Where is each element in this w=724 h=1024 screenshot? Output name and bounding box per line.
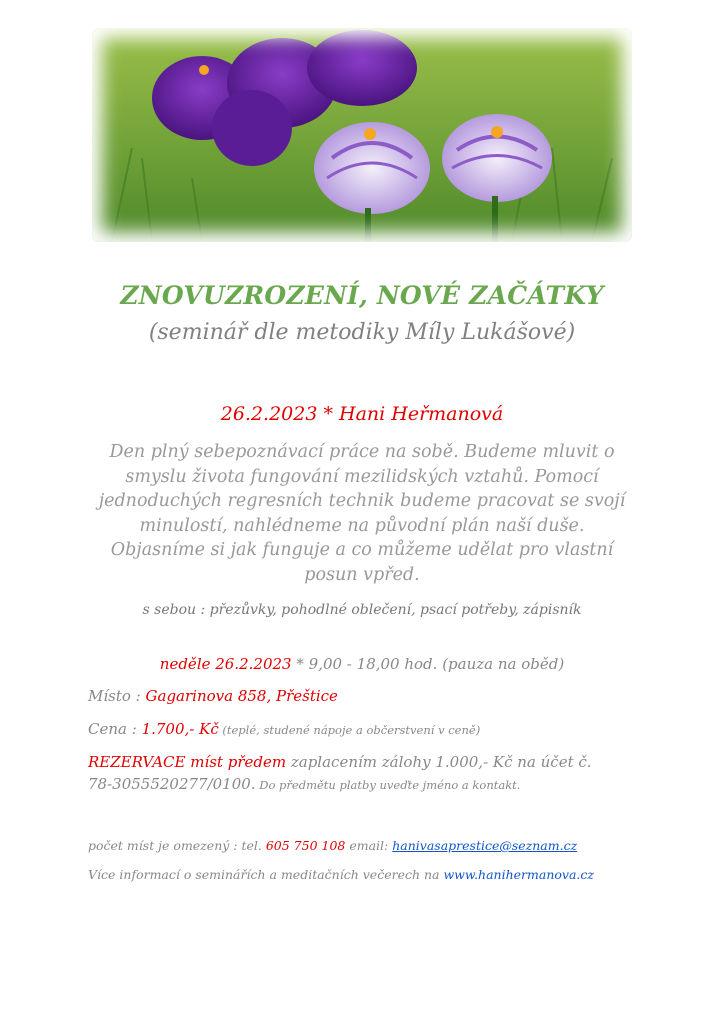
contact-line	[88, 838, 648, 853]
price-note: (teplé, studené nápoje a občerstvení v ceně)	[218, 723, 481, 737]
website-link[interactable]: www.hanihermanova.cz	[443, 867, 594, 882]
schedule-line	[0, 655, 724, 673]
more-info-text: Více informací o seminářích a meditačních večerech na	[88, 867, 444, 882]
more-info-line	[88, 867, 648, 882]
price-line	[88, 720, 648, 738]
bring-list: s sebou : přezůvky, pohodlné oblečení, psací potřeby, zápisník	[142, 602, 582, 618]
page-title: ZNOVUZROZENÍ, NOVÉ ZAČÁTKY	[120, 281, 604, 310]
reservation-account-line	[88, 775, 648, 793]
phone-number: 605 750 108	[265, 838, 346, 853]
event-dateline: 26.2.2023 * Hani Heřmanová	[220, 403, 504, 425]
reservation-note: Do předmětu platby uveďte jméno a kontakt.	[255, 778, 521, 792]
contact-prefix: počet míst je omezený : tel.	[88, 838, 266, 853]
reservation-label: REZERVACE míst předem	[88, 753, 287, 771]
schedule-day: neděle 26.2.2023	[159, 655, 292, 673]
price-value: 1.700,- Kč	[141, 720, 219, 738]
place-value: Gagarinova 858, Přeštice	[145, 687, 338, 705]
crocus-flowers-photo	[92, 28, 632, 242]
reservation-line	[88, 753, 648, 771]
place-label: Místo :	[88, 687, 146, 705]
page-subtitle: (seminář dle metodiky Míly Lukášové)	[148, 320, 576, 345]
price-label: Cena :	[88, 720, 142, 738]
reservation-text: zaplacením zálohy 1.000,- Kč na účet č.	[286, 753, 592, 771]
event-description: Den plný sebepoznávací práce na sobě. Budeme mluvit o smyslu života fungování mezilidských vztahů. Pomocí jednoduchých regresních technik budeme pracovat se svojí minulostí, nahlédneme na původní plán naší duše. Objasníme si jak funguje a co můžeme udělat pro vlastní posun vpřed.	[98, 442, 626, 585]
email-label: email:	[345, 838, 393, 853]
schedule-time: * 9,00 - 18,00 hod. (pauza na oběd)	[291, 655, 565, 673]
place-line	[88, 687, 648, 705]
email-link[interactable]: hanivasaprestice@seznam.cz	[392, 838, 578, 853]
account-number: 78-3055520277/0100.	[88, 775, 256, 793]
